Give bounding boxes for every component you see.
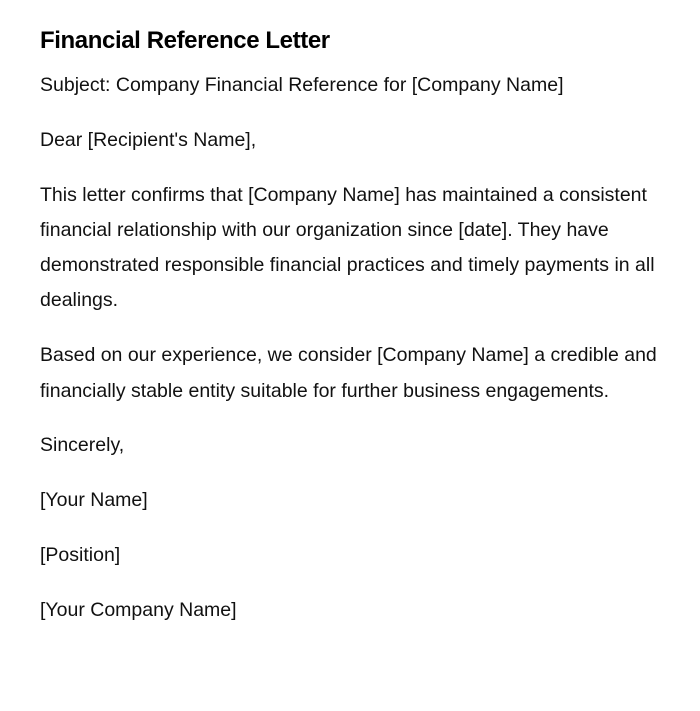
signature-company: [Your Company Name] — [40, 598, 237, 621]
signature-name: [Your Name] — [40, 489, 148, 512]
letter-subject: Subject: Company Financial Reference for [Company Name] — [40, 74, 564, 96]
letter-body-paragraph-1: This letter confirms that [Company Name] has maintained a consistent financial relationship with our organization since [date]. They have demonstrated responsible financial practices and timely payments in all dealings. — [40, 183, 655, 312]
letter-salutation: Dear [Recipient's Name], — [40, 128, 257, 151]
letter-closing: Sincerely, — [40, 434, 125, 457]
reference-letter — [40, 24, 660, 628]
letter-title: Financial Reference Letter — [40, 27, 330, 54]
letter-body-paragraph-2: Based on our experience, we consider [Company Name] a credible and financially stable entity suitable for further business engagements. — [40, 344, 657, 402]
signature-position: [Position] — [40, 543, 121, 566]
